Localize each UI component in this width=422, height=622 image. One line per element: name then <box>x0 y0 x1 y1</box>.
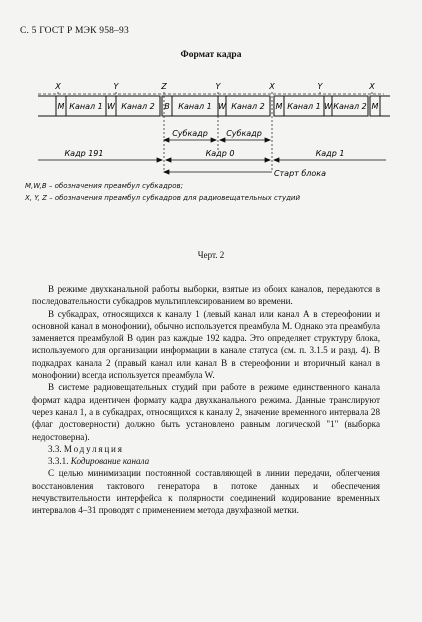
section-title: Модуляция <box>63 443 124 454</box>
frame-cell-label: W <box>324 102 332 111</box>
figure-caption: Черт. 2 <box>197 250 225 260</box>
paragraph-3: В системе радиовещательных студий при работе в режиме единственного канала формат кадра идентичен формату кадра двухканального режима. Данные транслируют через канал 1, а в субкадрах, относящихся к каналу 2, значение временного интервала 28 (флаг достоверности) должно быть установлено равным логической "1" (выборка недостоверна). <box>32 382 380 442</box>
legend-line-2: X, Y, Z – обозначения преамбул субкадров для радиовещательных студий <box>25 194 301 202</box>
block-start-label: Старт блока <box>273 169 327 178</box>
section-3-3-1-heading <box>32 455 380 467</box>
frame-cell-label: Канал 1 <box>178 102 212 111</box>
section-number: 3.3. <box>48 443 62 454</box>
subframe-label: Субкадр <box>172 129 208 138</box>
preamble-label: Z <box>161 82 167 91</box>
frame-cell-label: M <box>275 102 283 111</box>
frame-format-diagram <box>0 72 422 252</box>
section-3-3-heading <box>32 443 380 455</box>
preamble-label: X <box>369 82 375 91</box>
paragraph-1: В режиме двухканальной работы выборки, взятые из обоих каналов, передаются в последовательности субкадров мультиплексированием во времени. <box>32 284 380 307</box>
frame-cell-label: M <box>57 102 65 111</box>
section-number: 3.3.1. <box>48 456 69 467</box>
figure-title: Формат кадра <box>180 50 242 60</box>
frame-cell-label: W <box>107 102 115 111</box>
frame-191-label: Кадр 191 <box>64 149 104 158</box>
frame-cell-label: Канал 2 <box>231 102 265 111</box>
body-text <box>32 283 380 517</box>
frame-cell-label: M <box>371 102 379 111</box>
page-header: С. 5 ГОСТ Р МЭК 958–93 <box>20 26 129 36</box>
preamble-label: Y <box>113 82 119 91</box>
frame-cell-label: W <box>218 102 226 111</box>
preamble-label: Y <box>317 82 323 91</box>
section-title: Кодирование канала <box>70 456 150 467</box>
preamble-label: Y <box>215 82 221 91</box>
frame-1-label: Кадр 1 <box>315 149 345 158</box>
frame-cell-label: Канал 2 <box>121 102 155 111</box>
frame-cell-label: В <box>164 102 170 111</box>
frame-cell-label: Канал 2 <box>333 102 367 111</box>
paragraph-4: С целью минимизации постоянной составляющей в линии передачи, облегчения восстановления тактового генератора в потоке данных и обеспечения нечувствительности интерфейса к полярности соединений кодирование временных интервалов 4–31 проводят с применением метода двухфазной метки. <box>32 468 380 516</box>
frame-0-label: Кадр 0 <box>205 149 235 158</box>
frame-cell-label: Канал 1 <box>69 102 103 111</box>
preamble-label: X <box>55 82 61 91</box>
paragraph-2: В субкадрах, относящихся к каналу 1 (левый канал или канал А в стереофонии и основной канал в монофонии), обычно используется преамбула М. Однако эта преамбула заменяется преамбулой В один раз каждые 192 кадра. Это определяет структуру блока, используемого для организации информации в канале статуса (см. п. 3.1.5 и разд. 4). В подкадрах канала 2 (правый канал или канал В в стереофонии и вторичный канал в монофонии) всегда используется преамбула W. <box>32 308 380 381</box>
frame-cell-label: Канал 1 <box>287 102 321 111</box>
subframe-label: Субкадр <box>226 129 262 138</box>
preamble-label: X <box>269 82 275 91</box>
legend-line-1: M,W,B – обозначения преамбул субкадров; <box>25 182 183 190</box>
